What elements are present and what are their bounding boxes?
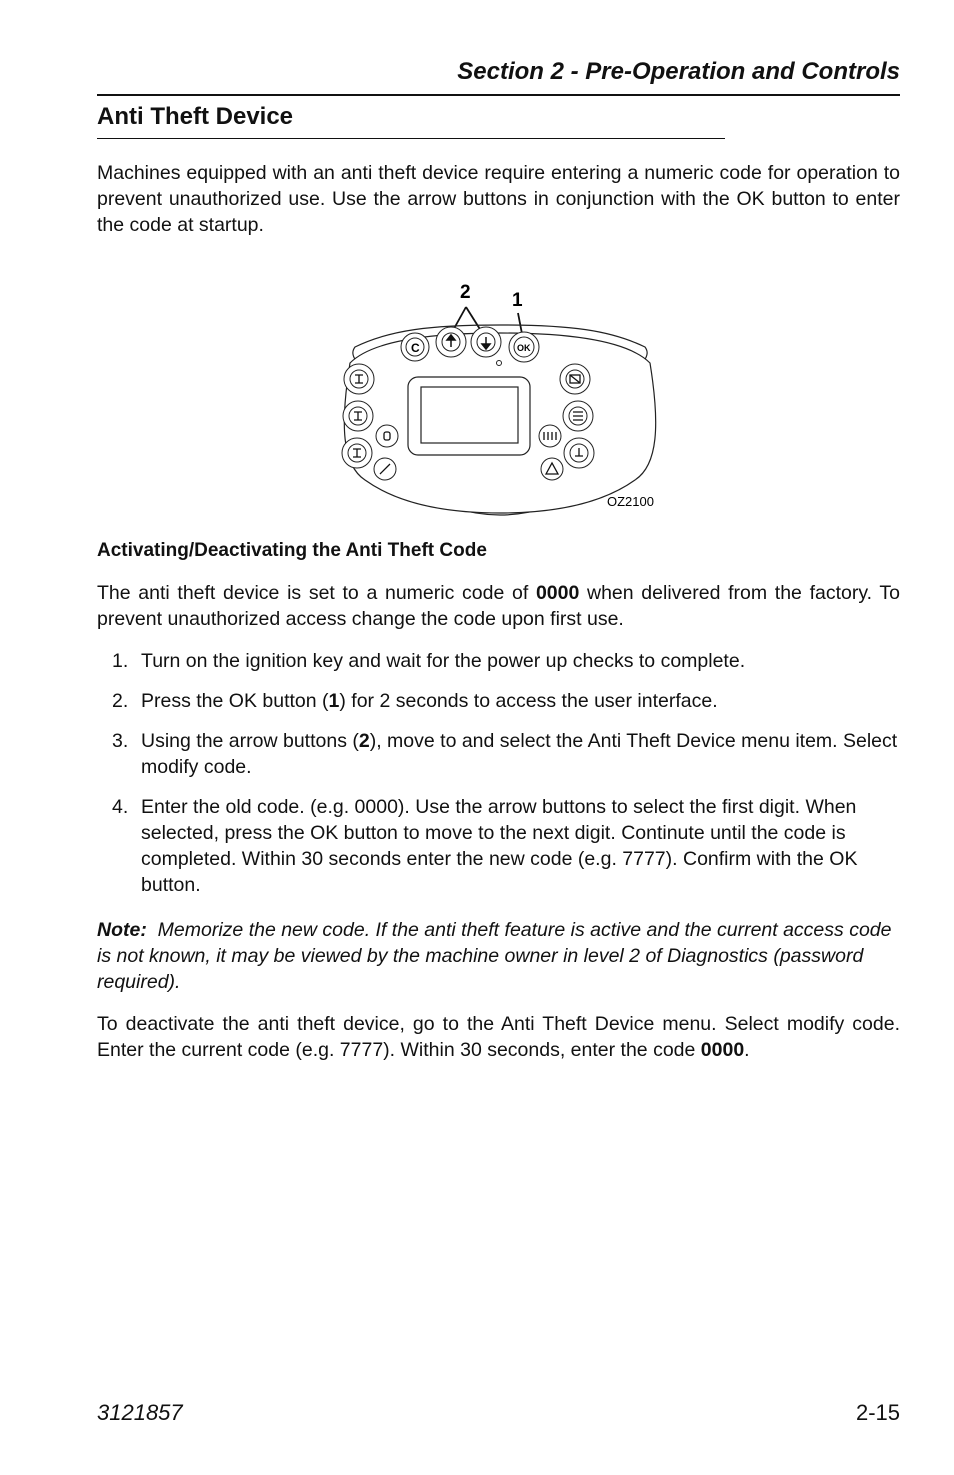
glow-plug-indicator [539, 425, 561, 447]
paragraph-factory-code: The anti theft device is set to a numeric code of 0000 when delivered from the factory. To prevent unauthorized access change the code upon first use. [97, 582, 900, 630]
code-value: 0000 [700, 1039, 745, 1061]
page-number: 2-15 [855, 1400, 900, 1425]
list-item: 1. Turn on the ignition key and wait for the power up checks to complete. [112, 650, 746, 672]
ok-button-label: OK [517, 343, 531, 353]
callout-1: 1 [512, 290, 523, 311]
display-screen [421, 387, 518, 443]
c-button-label: C [411, 341, 420, 355]
note-label: Note: [97, 919, 147, 941]
list-item: 3. Using the arrow buttons (2), move to and select the Anti Theft Device menu item. Select modify code. [112, 730, 898, 778]
paragraph-deactivate: To deactivate the anti theft device, go to the Anti Theft Device menu. Select modify code. Enter the current code (e.g. 7777). Within 30 seconds, enter the code 0000. [97, 1013, 900, 1061]
lock-indicator [376, 425, 398, 447]
note: Note: Memorize the new code. If the anti theft feature is active and the current access code is not known, it may be viewed by the machine owner in level 2 of Diagnostics (password required). [97, 919, 892, 993]
list-item: 4. Enter the old code. (e.g. 0000). Use the arrow buttons to select the first digit. When selected, press the OK button to move to the next digit. Continute until the code is completed. Within 30 seconds enter the new code (e.g. 7777). Confirm with the OK button. [112, 796, 858, 896]
steps-list [97, 648, 900, 912]
header-rule [97, 94, 900, 96]
code-value: 0000 [535, 582, 580, 604]
callout-2: 2 [460, 282, 471, 303]
subheading: Activating/Deactivating the Anti Theft Code [97, 540, 487, 561]
intro-paragraph: Machines equipped with an anti theft device require entering a numeric code for operation to prevent unauthorized use. Use the arrow buttons in conjunction with the OK button to enter the code at startup. [97, 162, 900, 236]
page-title: Anti Theft Device [97, 103, 294, 130]
doc-number: 3121857 [97, 1400, 183, 1425]
figure-id: OZ2100 [607, 494, 654, 509]
section-header: Section 2 - Pre-Operation and Controls [457, 58, 900, 85]
warning-indicator [541, 458, 563, 480]
list-item: 2. Press the OK button (1) for 2 seconds to access the user interface. [112, 690, 718, 712]
control-panel-figure [330, 275, 670, 520]
title-rule [97, 138, 725, 139]
